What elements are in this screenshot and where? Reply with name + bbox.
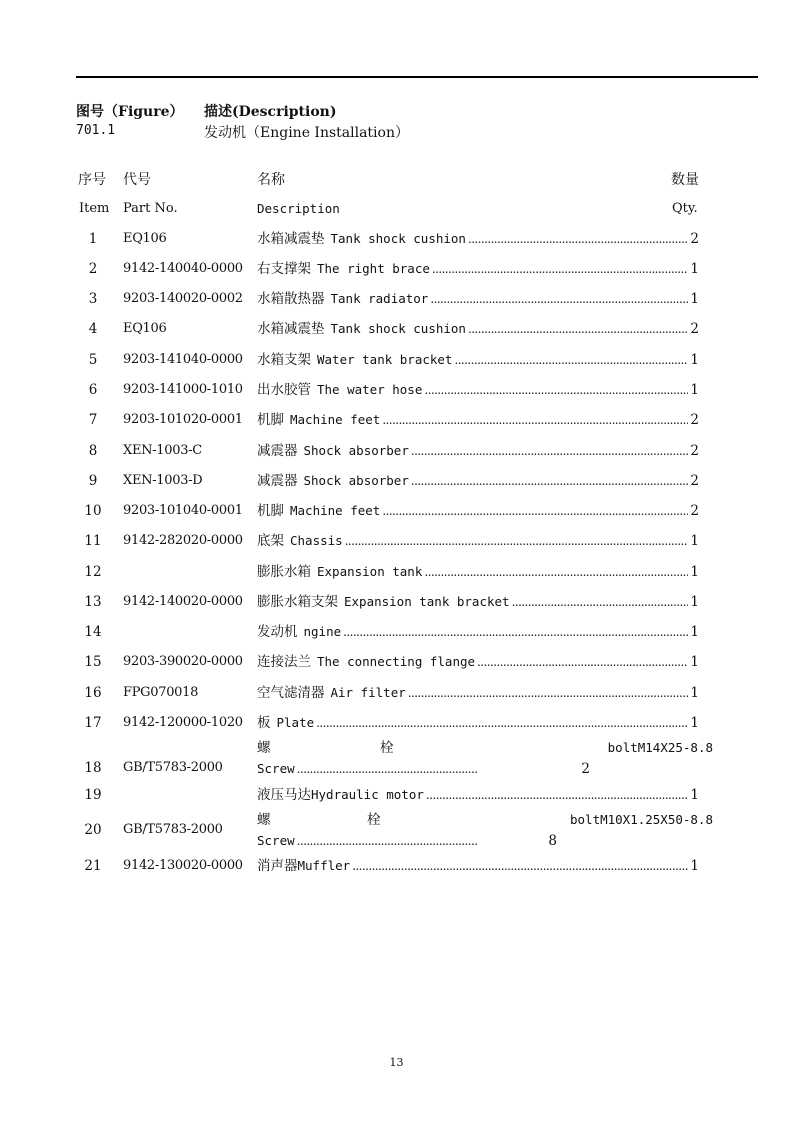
description-en: Tank shock cushion	[330, 231, 466, 246]
item-number: 12	[84, 564, 102, 580]
part-number: 9203-141000-1010	[123, 382, 243, 397]
description-cn: 连接法兰	[257, 654, 311, 670]
leader-dots	[477, 652, 688, 672]
leader-dots	[430, 289, 688, 309]
leader-dots	[454, 350, 688, 370]
description	[257, 441, 699, 461]
description-cn: 水箱支架	[257, 352, 311, 368]
leader-dots	[343, 622, 688, 642]
description-cn: 机脚	[257, 503, 284, 519]
description-line-1: 螺 栓 boltM10X1.25X50-8.8	[257, 812, 713, 828]
quantity: 1	[690, 382, 699, 398]
description-cn: 减震器	[257, 443, 298, 459]
item-number: 16	[84, 685, 102, 701]
description	[257, 713, 699, 733]
leader-dots	[424, 380, 688, 400]
description-label: 描述(Description)	[204, 104, 337, 120]
part-number: XEN-1003-C	[123, 443, 202, 458]
part-number: 9203-140020-0002	[123, 291, 243, 306]
description	[257, 501, 699, 521]
description-en: Shock absorber	[303, 473, 409, 488]
quantity: 2	[690, 503, 699, 519]
item-number: 5	[88, 352, 98, 368]
top-rule	[76, 76, 758, 78]
item-number: 4	[88, 321, 98, 337]
description	[257, 289, 699, 309]
table-row	[0, 683, 793, 703]
table-row	[0, 410, 793, 430]
quantity: 1	[690, 715, 699, 731]
table-row	[0, 713, 793, 733]
quantity: 1	[690, 685, 699, 701]
description-cn: 水箱减震垫	[257, 231, 325, 247]
part-number: 9203-101020-0001	[123, 412, 243, 427]
description-line-1: 螺 栓 boltM14X25-8.8	[257, 740, 713, 756]
part-number: 9203-390020-0000	[123, 654, 243, 669]
description-cn: 底架	[257, 533, 284, 549]
table-row	[0, 319, 793, 339]
description	[257, 319, 699, 339]
item-number: 21	[84, 858, 102, 874]
description	[257, 652, 699, 672]
item-number: 15	[84, 654, 102, 670]
item-number: 19	[84, 787, 102, 803]
leader-dots	[316, 713, 688, 733]
description	[257, 562, 699, 582]
col-part-cn: 代号	[123, 172, 151, 188]
item-number: 10	[84, 503, 102, 519]
item-number: 13	[84, 594, 102, 610]
description-cn: 水箱散热器	[257, 291, 325, 307]
description-en: The right brace	[317, 261, 430, 276]
quantity: 1	[690, 564, 699, 580]
quantity: 1	[690, 291, 699, 307]
description-cn: 膨胀水箱支架	[257, 594, 338, 610]
figure-number: 701.1	[76, 123, 116, 138]
col-item-en: Item	[79, 201, 110, 216]
description-line-2: Screw . . . 2	[257, 759, 590, 779]
part-number: GB/T5783-2000	[123, 822, 223, 837]
description-cn: 出水胶管	[257, 382, 311, 398]
item-number: 20	[84, 822, 102, 838]
leader-dots	[345, 531, 689, 551]
leader-dots	[424, 562, 688, 582]
description	[257, 531, 699, 551]
part-number: 9142-120000-1020	[123, 715, 243, 730]
description	[257, 380, 699, 400]
quantity: 2	[690, 412, 699, 428]
part-number: 9203-101040-0001	[123, 503, 243, 518]
item-number: 6	[88, 382, 98, 398]
table-row	[0, 785, 793, 805]
description-en: Expansion tank bracket	[344, 594, 510, 609]
item-number: 11	[84, 533, 102, 549]
description-en: The water hose	[317, 382, 423, 397]
part-number: EQ106	[123, 231, 167, 246]
item-number: 9	[88, 473, 98, 489]
part-number: 9142-130020-0000	[123, 858, 243, 873]
table-row	[0, 501, 793, 521]
description-en: Shock absorber	[303, 443, 409, 458]
quantity: 1	[690, 594, 699, 610]
leader-dots	[468, 229, 688, 249]
description-cn: 水箱减震垫	[257, 321, 325, 337]
description-en: Machine feet	[290, 503, 381, 518]
table-row	[0, 622, 793, 642]
description	[257, 683, 699, 703]
col-desc-en: Description	[257, 201, 340, 216]
table-row	[0, 229, 793, 249]
description	[257, 410, 699, 430]
quantity: 2	[690, 321, 699, 337]
quantity: 1	[690, 624, 699, 640]
description-en: Machine feet	[290, 412, 381, 427]
description-en: Chassis	[290, 533, 343, 548]
description	[257, 259, 699, 279]
leader-dots	[432, 259, 689, 279]
description-cn: 板	[257, 715, 271, 731]
item-number: 18	[84, 760, 102, 776]
table-row	[0, 289, 793, 309]
quantity: 1	[690, 352, 699, 368]
col-qty-cn: 数量	[671, 172, 699, 188]
table-row	[0, 592, 793, 612]
part-number: 9142-140040-0000	[123, 261, 243, 276]
col-desc-cn: 名称	[257, 172, 285, 188]
description-en: Tank shock cushion	[330, 321, 466, 336]
table-row	[0, 380, 793, 400]
figure-label: 图号（Figure）	[76, 104, 184, 120]
part-number: 9203-141040-0000	[123, 352, 243, 367]
leader-dots	[411, 471, 689, 491]
description: 液压马达 Hydraulic motor . . . 1	[257, 785, 699, 805]
description-en: Water tank bracket	[317, 352, 453, 367]
description-en: The connecting flange	[317, 654, 476, 669]
item-number: 8	[88, 443, 98, 459]
description-en: Air filter	[330, 685, 406, 700]
item-number: 17	[84, 715, 102, 731]
item-number: 14	[84, 624, 102, 640]
leader-dots	[382, 501, 688, 521]
item-number: 2	[88, 261, 98, 277]
table-row	[0, 441, 793, 461]
description-cn: 膨胀水箱	[257, 564, 311, 580]
part-number: 9142-140020-0000	[123, 594, 243, 609]
description-cn: 空气滤清器	[257, 685, 325, 701]
table-row	[0, 562, 793, 582]
col-part-en: Part No.	[123, 201, 178, 216]
leader-dots	[468, 319, 688, 339]
description-cn: 机脚	[257, 412, 284, 428]
item-number: 1	[88, 231, 98, 247]
description	[257, 229, 699, 249]
description	[257, 592, 699, 612]
leader-dots	[408, 683, 689, 703]
quantity: 1	[690, 261, 699, 277]
leader-dots	[411, 441, 689, 461]
leader-dots	[512, 592, 689, 612]
description: 消声器 Muffler . . . 1	[257, 856, 699, 876]
table-row	[0, 856, 793, 876]
table-row	[0, 812, 793, 860]
table-row	[0, 531, 793, 551]
part-number: 9142-282020-0000	[123, 533, 243, 548]
part-number: GB/T5783-2000	[123, 760, 223, 775]
figure-description: 发动机（Engine Installation）	[204, 125, 409, 141]
description	[257, 350, 699, 370]
leader-dots	[382, 410, 688, 430]
description-en: Plate	[276, 715, 315, 730]
part-number: XEN-1003-D	[123, 473, 203, 488]
quantity: 2	[690, 473, 699, 489]
description-cn: 减震器	[257, 473, 298, 489]
table-row	[0, 259, 793, 279]
page-number: 13	[389, 1056, 404, 1069]
item-number: 7	[88, 412, 98, 428]
table-row	[0, 740, 793, 788]
description	[257, 622, 699, 642]
quantity: 2	[690, 443, 699, 459]
table-row	[0, 652, 793, 672]
quantity: 1	[690, 533, 699, 549]
item-number: 3	[88, 291, 98, 307]
description-cn: 右支撑架	[257, 261, 311, 277]
quantity: 2	[690, 231, 699, 247]
description-cn: 发动机	[257, 624, 298, 640]
col-item-cn: 序号	[78, 172, 106, 188]
col-qty-en: Qty.	[672, 201, 698, 216]
description-en: Tank radiator	[330, 291, 429, 306]
description-en: Expansion tank	[317, 564, 423, 579]
table-row	[0, 350, 793, 370]
part-number: EQ106	[123, 321, 167, 336]
description	[257, 471, 699, 491]
description-line-2: Screw . . . 8	[257, 831, 557, 851]
description-en: ngine	[303, 624, 342, 639]
quantity: 1	[690, 654, 699, 670]
part-number: FPG070018	[123, 685, 199, 700]
table-row	[0, 471, 793, 491]
